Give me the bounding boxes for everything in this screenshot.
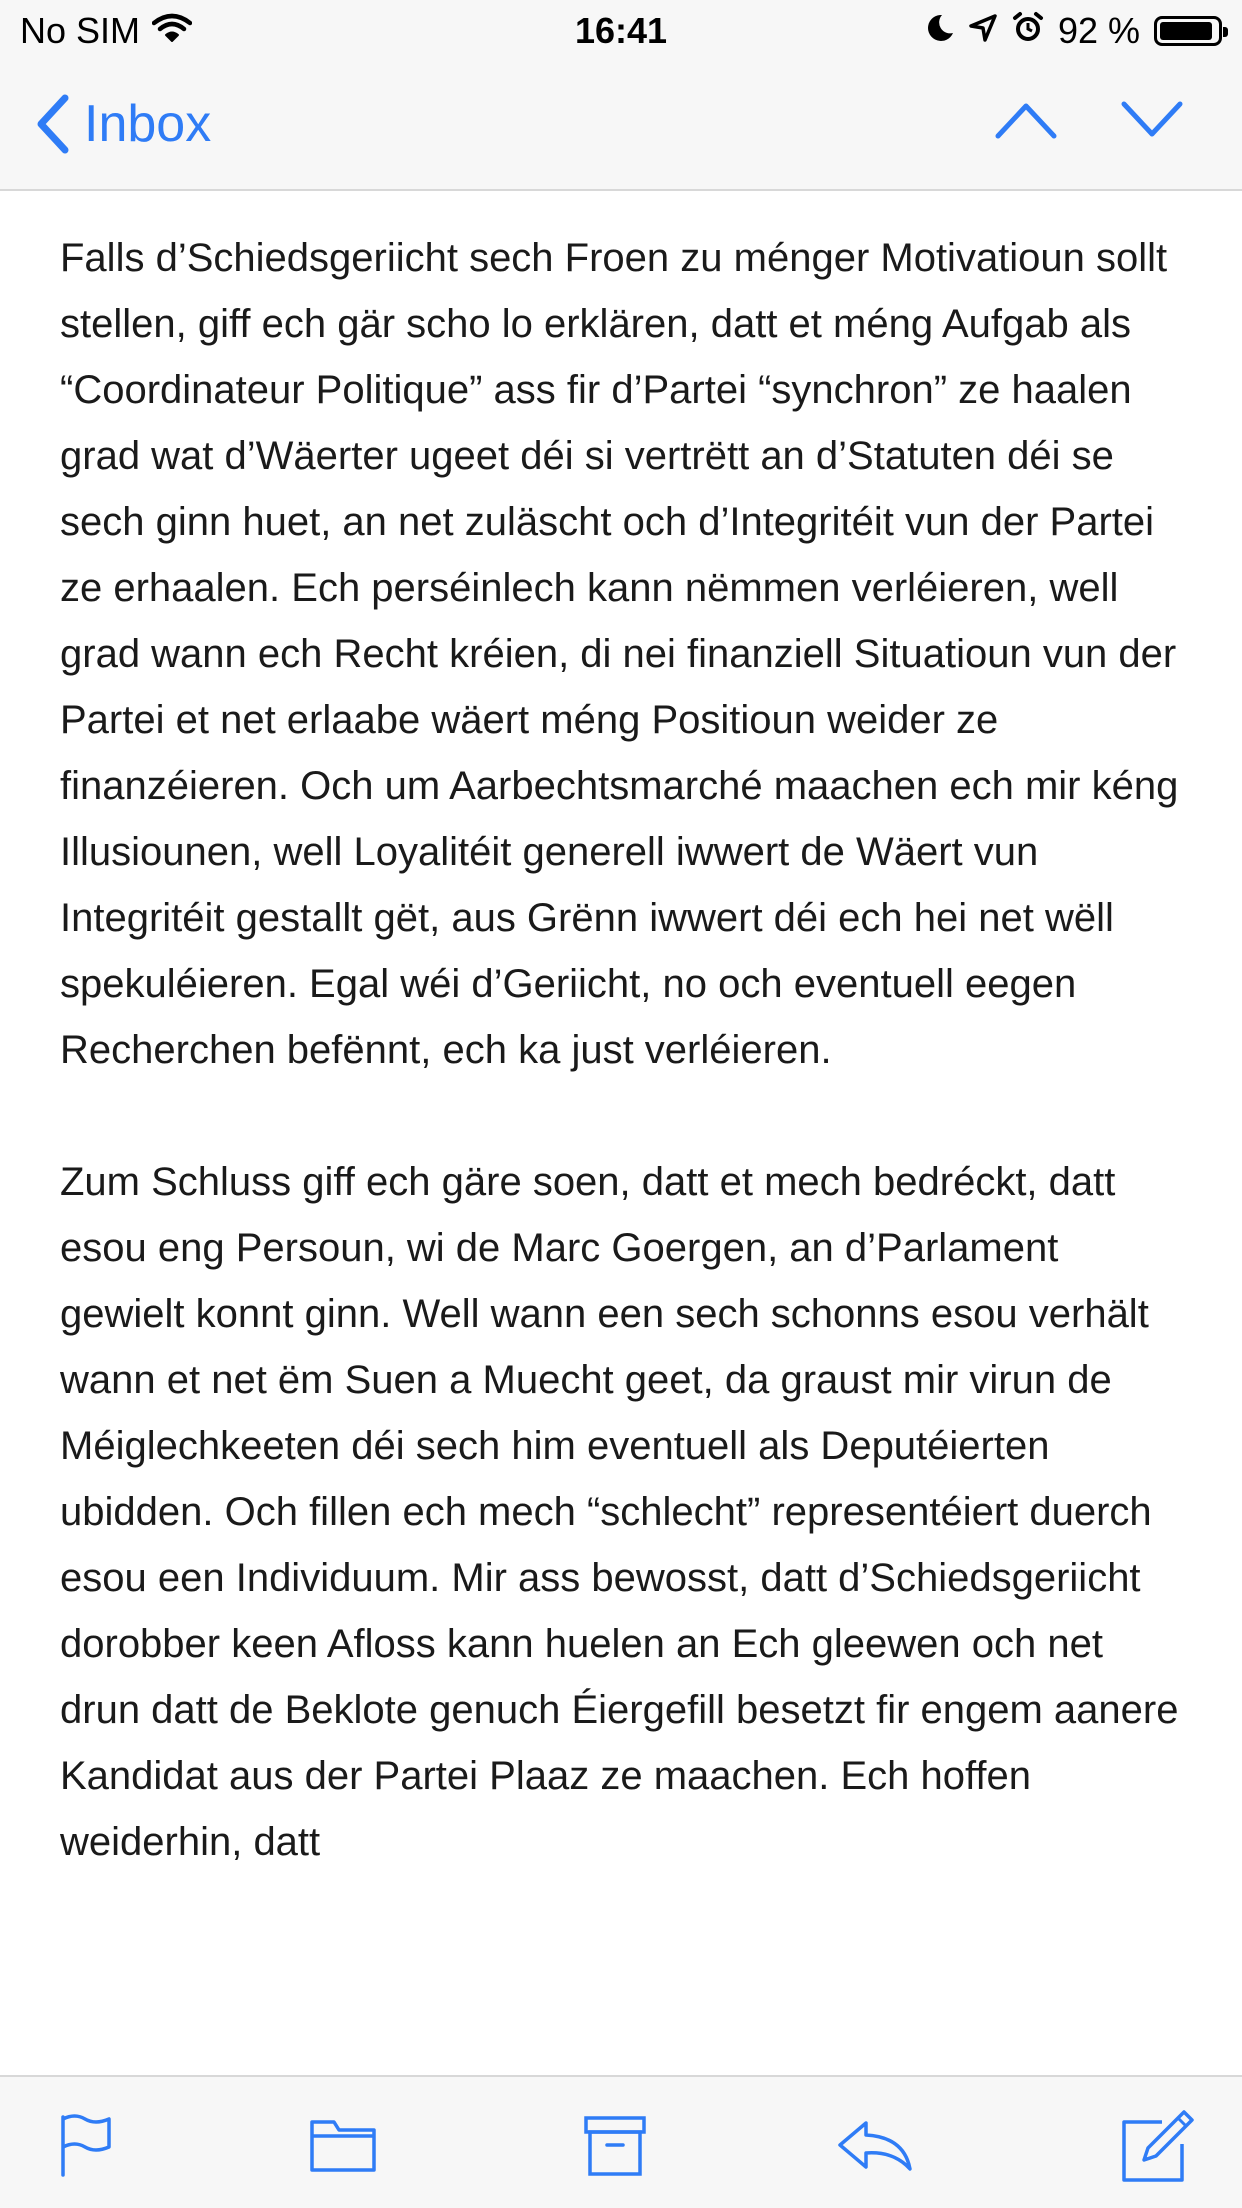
archive-icon[interactable] (580, 2111, 650, 2181)
folder-icon[interactable] (308, 2111, 378, 2181)
bottom-toolbar (0, 2075, 1242, 2208)
location-icon (968, 10, 998, 52)
chevron-left-icon (36, 94, 70, 154)
compose-icon[interactable] (1120, 2111, 1196, 2181)
status-time: 16:41 (574, 10, 668, 51)
carrier-label: No SIM (20, 10, 141, 51)
battery-percent-label: 92 % (1057, 10, 1140, 51)
battery-icon (1154, 16, 1222, 46)
status-right (926, 10, 1222, 52)
flag-icon[interactable] (50, 2111, 120, 2181)
chevron-down-icon[interactable] (1120, 100, 1184, 145)
status-bar (0, 0, 1242, 60)
navigation-bar (0, 60, 1242, 191)
chevron-up-icon[interactable] (994, 100, 1058, 145)
email-body (0, 191, 1242, 1875)
email-paragraph: Zum Schluss giff ech gäre soen, datt et mech bedréckt, datt esou eng Persoun, wi de Marc Goergen, an d’Parlament gewielt konnt ginn. Well wann een sech schonns esou verhält wann et net ëm Suen a Muecht geet, da graust mir virun de Méiglechkeeten déi sech him eventuell als Deputéierten ubidden. Och fillen ech mech “schlecht” representéiert duerch esou een Individuum. Mir ass bewosst, datt d’Schiedsgeriicht dorobber keen Afloss kann huelen an Ech gleewen och net drun datt de Beklote genuch Éiergefill besetzt fir engem aanere Kandidat aus der Partei Plaaz ze maachen. Ech hoffen weiderhin, datt (60, 1160, 1179, 1864)
email-body-scroll-area[interactable] (0, 191, 1242, 2075)
back-to-inbox-button[interactable] (36, 94, 211, 154)
email-paragraph: Falls d’Schiedsgeriicht sech Froen zu ménger Motivatioun sollt stellen, giff ech gär scho lo erklären, datt et méng Aufgab als “Coordinateur Politique” ass fir d’Partei “synchron” ze haalen grad wat d’Wäerter ugeet déi si vertrëtt an d’Statuten déi se sech ginn huet, an net zuläscht och d’Integritéit vun der Partei ze erhaalen. Ech perséinlech kann nëmmen verléieren, well grad wann ech Recht kréien, di nei finanziell Situatioun vun der Partei et net erlaabe wäert méng Positioun weider ze finanzéieren. Och um Aarbechtsmarché maachen ech mir kéng Illusiounen, well Loyalitéit generell iwwert de Wäert vun Integritéit gestallt gët, aus Grënn iwwert déi ech hei net wëll spekuléieren. Egal wéi d’Geriicht, no och eventuell eegen Recherchen befënnt, ech ka just verléieren. (60, 236, 1179, 1072)
back-button-label: Inbox (84, 95, 212, 153)
alarm-icon (1012, 10, 1044, 52)
battery-level-fill (1160, 22, 1212, 40)
message-navigation (994, 100, 1184, 145)
reply-icon[interactable] (836, 2111, 916, 2181)
moon-icon (926, 10, 954, 52)
